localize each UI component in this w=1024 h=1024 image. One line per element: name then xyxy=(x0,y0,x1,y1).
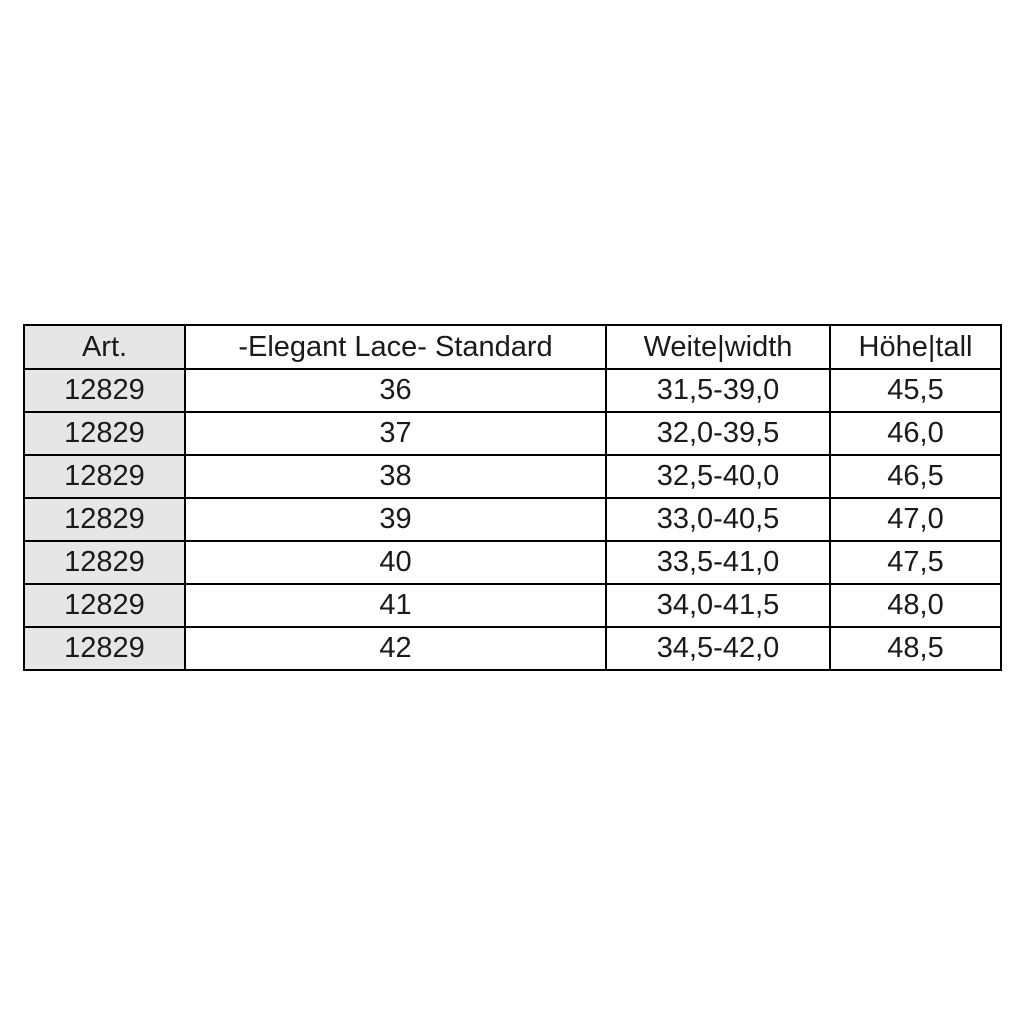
table-body xyxy=(24,369,1001,670)
cell-width: 31,5-39,0 xyxy=(606,369,830,412)
size-chart-table xyxy=(23,324,1002,671)
cell-height: 47,0 xyxy=(830,498,1001,541)
cell-height: 46,5 xyxy=(830,455,1001,498)
cell-height: 46,0 xyxy=(830,412,1001,455)
cell-size: 42 xyxy=(185,627,606,670)
table-row xyxy=(24,412,1001,455)
table-row xyxy=(24,455,1001,498)
cell-art: 12829 xyxy=(24,498,185,541)
cell-art: 12829 xyxy=(24,584,185,627)
cell-size: 38 xyxy=(185,455,606,498)
table-row xyxy=(24,369,1001,412)
cell-art: 12829 xyxy=(24,412,185,455)
table-row xyxy=(24,627,1001,670)
header-row xyxy=(24,325,1001,369)
header-width: Weite|width xyxy=(606,325,830,369)
cell-width: 33,5-41,0 xyxy=(606,541,830,584)
cell-height: 48,5 xyxy=(830,627,1001,670)
cell-size: 41 xyxy=(185,584,606,627)
cell-art: 12829 xyxy=(24,369,185,412)
table-row xyxy=(24,584,1001,627)
cell-height: 45,5 xyxy=(830,369,1001,412)
cell-art: 12829 xyxy=(24,455,185,498)
cell-width: 33,0-40,5 xyxy=(606,498,830,541)
table-row xyxy=(24,541,1001,584)
cell-size: 37 xyxy=(185,412,606,455)
cell-size: 39 xyxy=(185,498,606,541)
table-header xyxy=(24,325,1001,369)
header-size: -Elegant Lace- Standard xyxy=(185,325,606,369)
cell-art: 12829 xyxy=(24,627,185,670)
cell-height: 47,5 xyxy=(830,541,1001,584)
cell-width: 34,5-42,0 xyxy=(606,627,830,670)
cell-size: 40 xyxy=(185,541,606,584)
header-height: Höhe|tall xyxy=(830,325,1001,369)
cell-width: 34,0-41,5 xyxy=(606,584,830,627)
cell-size: 36 xyxy=(185,369,606,412)
cell-height: 48,0 xyxy=(830,584,1001,627)
cell-width: 32,5-40,0 xyxy=(606,455,830,498)
cell-width: 32,0-39,5 xyxy=(606,412,830,455)
cell-art: 12829 xyxy=(24,541,185,584)
header-art: Art. xyxy=(24,325,185,369)
table-row xyxy=(24,498,1001,541)
